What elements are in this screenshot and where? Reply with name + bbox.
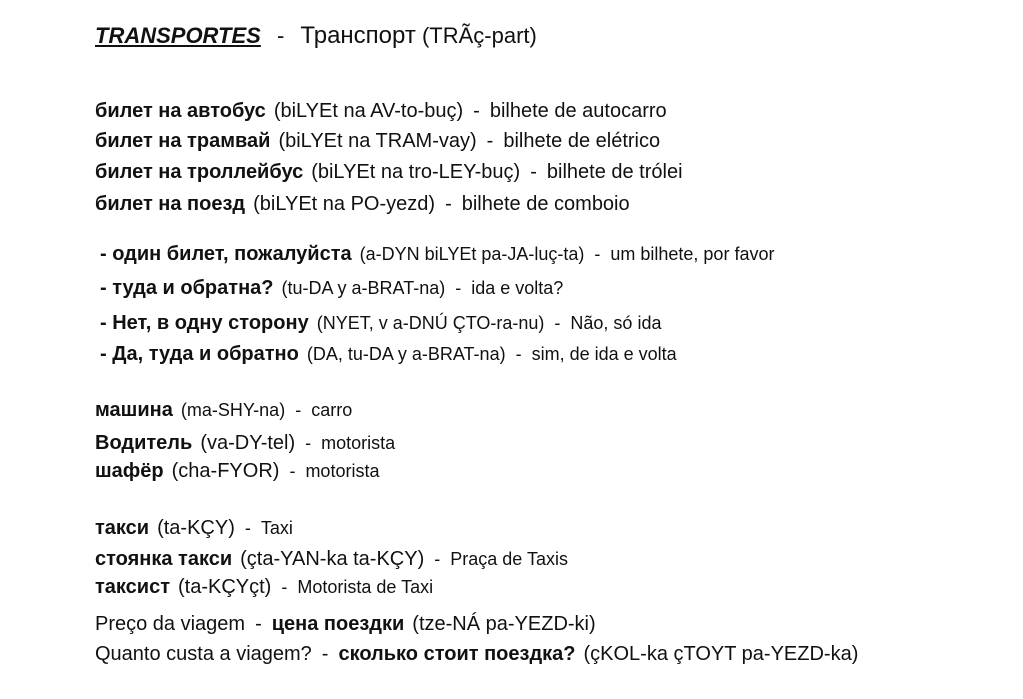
ticket-tram [95,127,660,155]
dash: - [305,433,312,453]
dash: - [295,400,302,420]
phrase-price-pron: (tze-NÁ pa-YEZD-ki) [412,613,596,635]
word-car-pron: (ma-SHY-na) [180,400,286,420]
ticket-tram-ru: билет на трамвай [95,130,271,152]
dash: - [554,313,561,333]
phrase-return-pt: ida e volta? [471,278,564,298]
word-chauffeur-pron: (cha-FYOR) [171,460,280,482]
ticket-train-pron: (biLYEt na PO-yezd) [253,193,436,215]
dash: - [281,577,288,597]
ticket-bus-ru: билет на автобус [95,100,266,122]
ticket-trolley [95,158,683,186]
phrase-one-ticket [100,240,774,268]
word-taxi-rank-pt: Praça de Taxis [450,549,568,569]
dash: - [244,518,251,538]
word-taxi-ru: такси [95,517,150,539]
phrase-one-ticket-pt: um bilhete, por favor [610,244,775,264]
ticket-tram-pron: (biLYEt na TRAM-vay) [278,130,477,152]
word-car [95,396,352,424]
phrase-return-ru: - туда и обратна? [100,277,274,299]
phrase-one-way-pt: Não, só ida [570,313,662,333]
dash: - [289,461,296,481]
phrase-return [100,274,563,302]
ticket-bus-pron: (biLYEt na AV-to-buç) [273,100,464,122]
word-taxi-driver-ru: таксист [95,576,170,598]
word-taxi-pron: (ta-KÇY) [157,517,235,539]
title-russian: Транспорт [300,22,416,49]
phrase-return-pron: (tu-DA y a-BRAT-na) [281,278,446,298]
word-taxi-pt: Taxi [260,518,293,538]
ticket-tram-pt: bilhete de elétrico [503,130,661,152]
title-pronunciation: (TRÃç-part) [421,23,537,48]
phrase-price [95,610,596,638]
ticket-trolley-pron: (biLYEt na tro-LEY-buç) [311,161,521,183]
phrase-price-pt: Preço da viagem [95,613,246,635]
dash: - [255,613,262,635]
word-taxi-driver-pron: (ta-KÇYçt) [178,576,272,598]
word-driver-pron: (va-DY-tel) [200,432,296,454]
word-taxi-rank-pron: (çta-YAN-ka ta-KÇY) [240,548,425,570]
phrase-how-much-pt: Quanto custa a viagem? [95,643,312,665]
phrase-yes-return-pt: sim, de ida e volta [531,344,677,364]
word-taxi-rank [95,545,568,573]
phrase-yes-return-pron: (DA, tu-DA y a-BRAT-na) [306,344,506,364]
dash: - [455,278,462,298]
word-driver [95,429,395,457]
ticket-train-pt: bilhete de comboio [461,193,630,215]
word-taxi-rank-ru: стоянка такси [95,548,233,570]
phrase-one-ticket-ru: - один билет, пожалуйста [100,243,352,265]
title-heading: TRANSPORTES [95,23,261,48]
ticket-train [95,190,630,218]
word-driver-pt: motorista [321,433,396,453]
phrase-yes-return-ru: - Да, туда и обратно [100,343,299,365]
dash: - [594,244,601,264]
word-chauffeur-ru: шафёр [95,460,164,482]
phrase-price-ru: цена поездки [271,613,405,635]
word-car-pt: carro [311,400,353,420]
dash: - [321,643,329,665]
phrase-one-way-pron: (NYET, v a-DNÚ ÇTO-ra-nu) [316,313,545,333]
dash: - [445,193,452,215]
word-driver-ru: Водитель [95,432,193,454]
phrase-how-much [95,640,858,668]
ticket-train-ru: билет на поезд [95,193,246,215]
word-chauffeur-pt: motorista [305,461,380,481]
phrase-yes-return [100,340,677,368]
phrase-one-ticket-pron: (a-DYN biLYEt pa-JA-luç-ta) [359,244,585,264]
dash: - [486,130,494,152]
dash: - [515,344,522,364]
word-taxi [95,514,293,542]
ticket-bus [95,97,667,125]
ticket-trolley-ru: билет на троллейбус [95,161,304,183]
title-separator: - [276,23,285,48]
phrase-how-much-pron: (çKOL-ka çTOYT pa-YEZD-ka) [583,643,859,665]
phrase-one-way-ru: - Нет, в одну сторону [100,312,309,334]
ticket-trolley-pt: bilhete de trólei [546,161,683,183]
word-car-ru: машина [95,399,173,421]
dash: - [473,100,480,122]
word-taxi-driver-pt: Motorista de Taxi [297,577,434,597]
dash: - [530,161,537,183]
phrase-how-much-ru: сколько стоит поездка? [338,643,576,665]
phrase-one-way [100,309,661,337]
word-chauffeur [95,457,379,485]
ticket-bus-pt: bilhete de autocarro [489,100,667,122]
page-title [95,22,537,50]
word-taxi-driver [95,573,433,601]
dash: - [434,549,441,569]
